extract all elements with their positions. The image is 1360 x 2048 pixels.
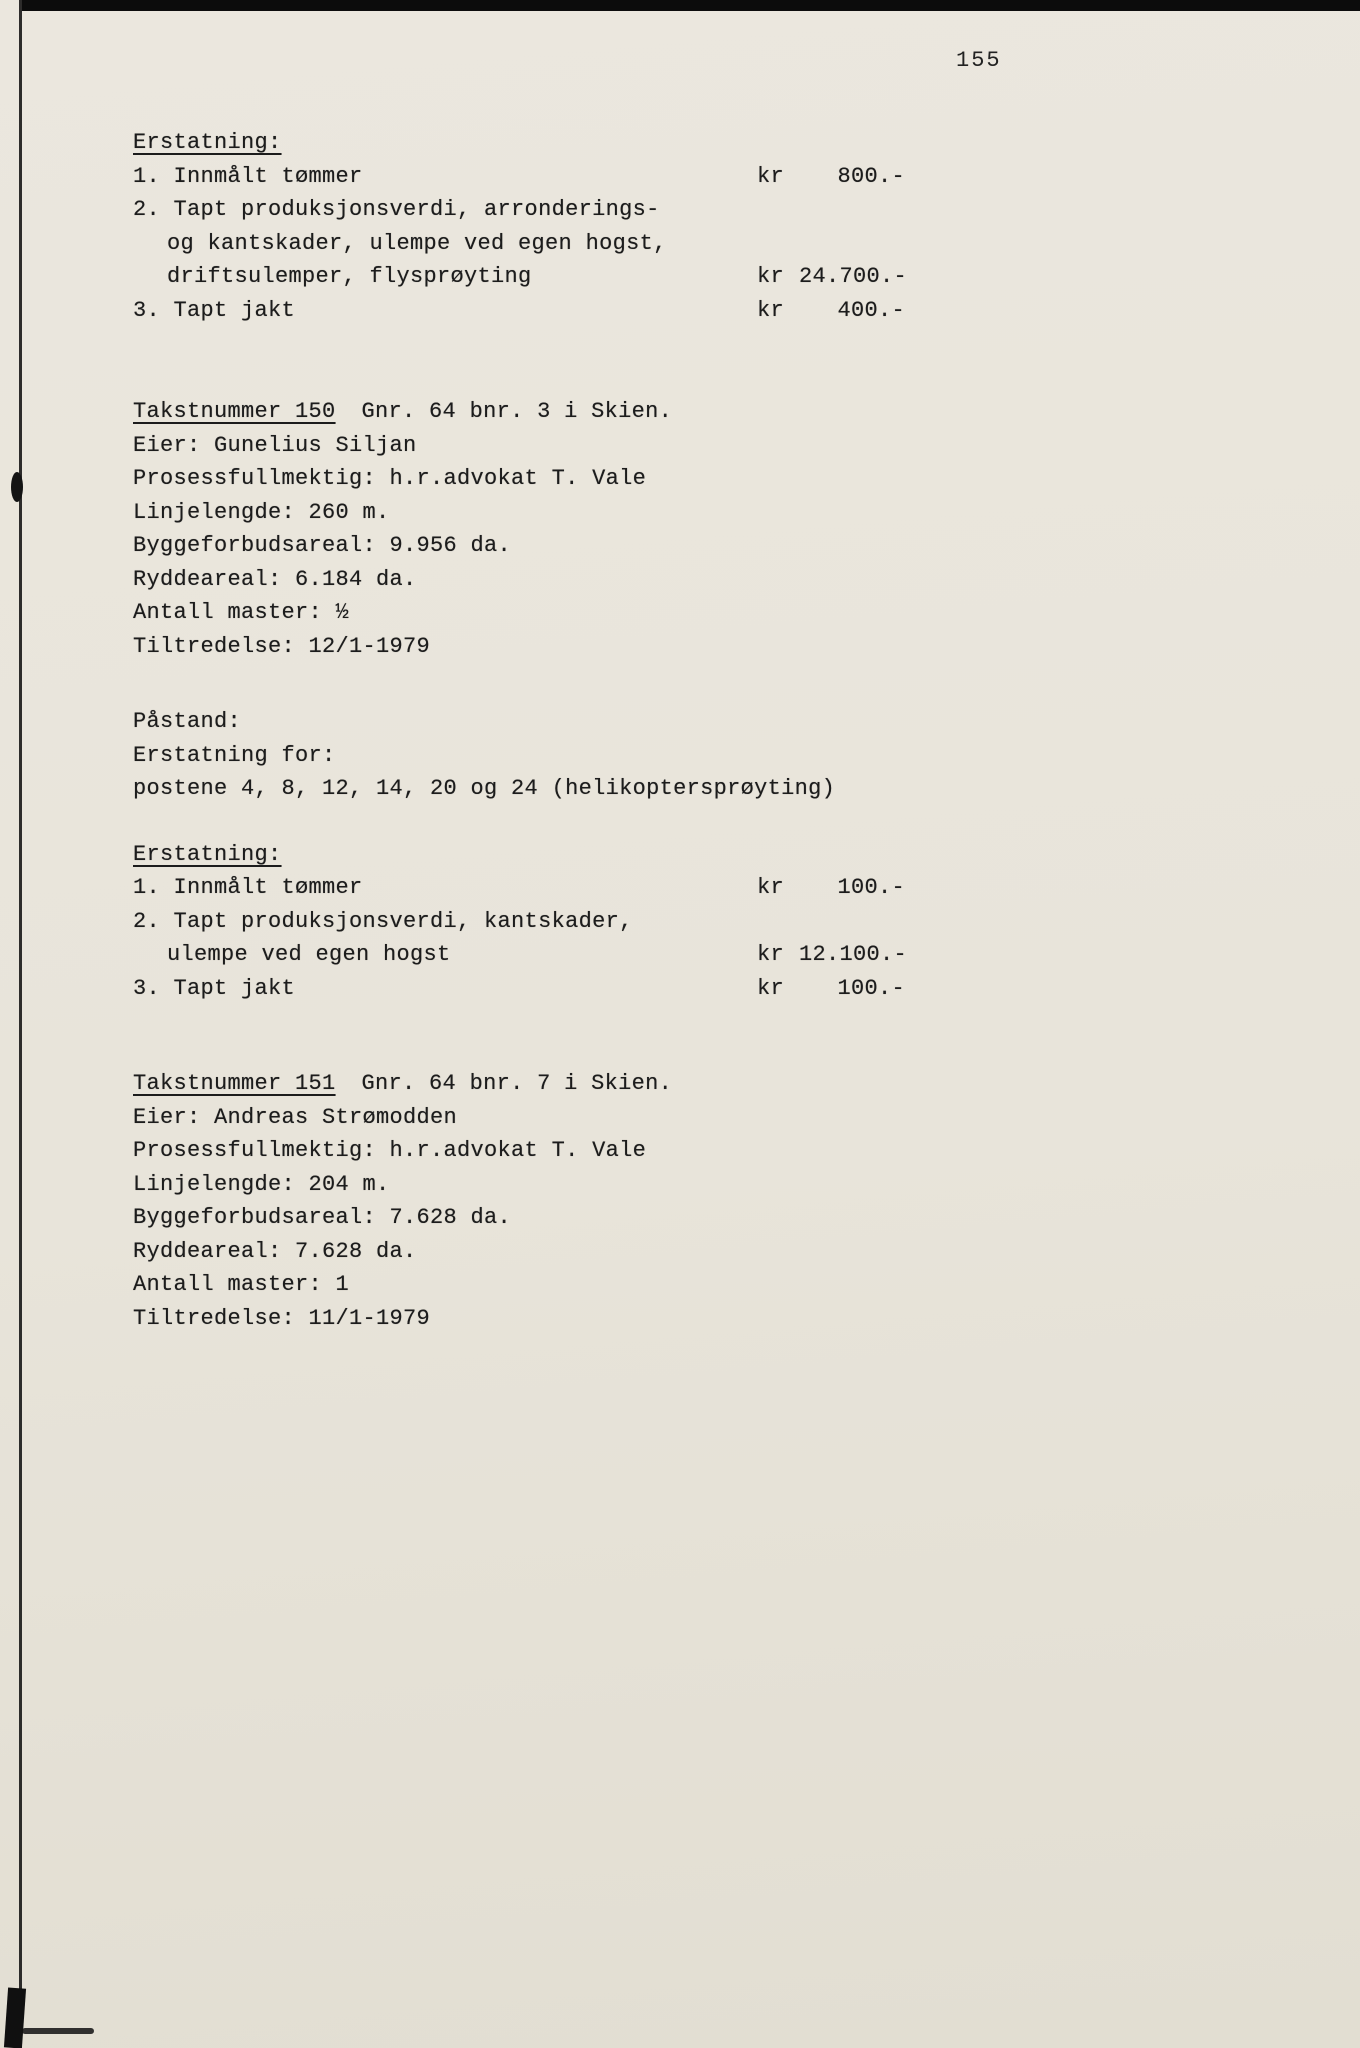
amount-value: 100.- — [837, 875, 905, 900]
detail-text: Eier: Gunelius Siljan — [133, 432, 417, 458]
spacer — [363, 160, 757, 194]
detail-text: Linjelengde: 260 m. — [133, 499, 390, 525]
erstatning1-item2-cont2 — [133, 260, 908, 294]
takst-heading-rest: Gnr. 64 bnr. 3 i Skien. — [361, 399, 673, 424]
detail-text: Ryddeareal: 6.184 da. — [133, 566, 417, 592]
item-text: 1. Innmålt tømmer — [133, 163, 363, 189]
erstatning1-item2 — [133, 193, 905, 227]
page-number: 155 — [956, 48, 1002, 73]
item-text: 1. Innmålt tømmer — [133, 875, 363, 900]
takst-number-heading: Takstnummer 151 — [133, 1071, 336, 1096]
takst150-byggeforbudsareal — [133, 529, 905, 563]
section-heading: Erstatning: — [133, 130, 282, 155]
spacer — [295, 294, 757, 328]
scan-artifact-top-bar — [22, 0, 1360, 11]
takst151-antall-master — [133, 1268, 905, 1302]
takst150-ryddeareal — [133, 563, 905, 597]
takst151-heading-line — [133, 1067, 905, 1101]
currency-label: kr — [757, 975, 785, 1001]
amount-value: 100.- — [837, 975, 905, 1001]
amount-value: 12.100.- — [799, 942, 908, 967]
erstatning1-item2-cont1 — [133, 227, 905, 261]
section-heading: Erstatning: — [133, 841, 282, 867]
erstatning1-item3 — [133, 294, 905, 328]
item-text: 3. Tapt jakt — [133, 975, 296, 1001]
takst150-tiltredelse — [133, 630, 905, 664]
pastand-heading-line — [133, 705, 905, 739]
detail-text: Tiltredelse: 11/1-1979 — [133, 1305, 431, 1331]
item-text: driftsulemper, flysprøyting — [167, 264, 532, 289]
detail-text: Tiltredelse: 12/1-1979 — [133, 633, 431, 659]
scan-artifact-blob — [11, 472, 23, 502]
pastand-line2 — [133, 772, 905, 806]
detail-text: Byggeforbudsareal: 9.956 da. — [133, 533, 512, 558]
takst150-linjelengde — [133, 496, 905, 530]
takst-heading-rest: Gnr. 64 bnr. 7 i Skien. — [361, 1071, 673, 1096]
takst151-eier — [133, 1101, 905, 1135]
spacer — [295, 972, 757, 1006]
item-text: ulempe ved egen hogst — [167, 942, 451, 967]
currency-label: kr — [757, 163, 785, 189]
amount-value: 24.700.- — [799, 264, 908, 289]
item-text: 2. Tapt produksjonsverdi, kantskader, — [133, 908, 633, 934]
currency-label: kr — [757, 297, 785, 323]
item-text: og kantskader, ulempe ved egen hogst, — [167, 230, 667, 256]
erstatning1-item1 — [133, 160, 905, 194]
scan-artifact-bottom-mark — [22, 2028, 94, 2034]
takst151-tiltredelse — [133, 1302, 905, 1336]
spacer — [532, 260, 757, 294]
takst151-ryddeareal — [133, 1235, 905, 1269]
amount-value: 800.- — [837, 163, 905, 189]
takst150-prosessfullmektig — [133, 462, 905, 496]
detail-text: Antall master: 1 — [133, 1272, 350, 1297]
document-content — [133, 126, 908, 1335]
detail-text: Linjelengde: 204 m. — [133, 1171, 390, 1197]
item-text: 2. Tapt produksjonsverdi, arronderings- — [133, 197, 660, 222]
currency-label: kr — [757, 264, 785, 289]
erstatning2-item1 — [133, 871, 905, 905]
takst151-linjelengde — [133, 1168, 905, 1202]
erstatning2-heading-line — [133, 838, 905, 872]
currency-label: kr — [757, 942, 785, 967]
amount-value: 400.- — [837, 297, 905, 323]
detail-text: Eier: Andreas Strømodden — [133, 1104, 458, 1130]
detail-text: Antall master: ½ — [133, 600, 350, 625]
takst150-heading-line — [133, 395, 905, 429]
detail-text: Byggeforbudsareal: 7.628 da. — [133, 1205, 512, 1230]
spacer — [451, 938, 757, 972]
takst150-eier — [133, 429, 905, 463]
erstatning2-item3 — [133, 972, 905, 1006]
detail-text: Ryddeareal: 7.628 da. — [133, 1238, 417, 1264]
detail-text: Prosessfullmektig: h.r.advokat T. Vale — [133, 466, 647, 491]
pastand-line1 — [133, 739, 905, 773]
erstatning1-heading-line — [133, 126, 905, 160]
takst151-byggeforbudsareal — [133, 1201, 905, 1235]
scan-artifact-left-edge — [19, 0, 22, 2048]
detail-text: Erstatning for: — [133, 742, 336, 768]
takst-number-heading: Takstnummer 150 — [133, 399, 336, 424]
takst150-antall-master — [133, 596, 905, 630]
detail-text: postene 4, 8, 12, 14, 20 og 24 (helikoptersprøyting) — [133, 776, 836, 801]
spacer — [363, 871, 757, 905]
currency-label: kr — [757, 875, 785, 900]
erstatning2-item2 — [133, 905, 905, 939]
item-text: 3. Tapt jakt — [133, 297, 296, 323]
takst151-prosessfullmektig — [133, 1134, 905, 1168]
detail-text: Prosessfullmektig: h.r.advokat T. Vale — [133, 1138, 647, 1163]
scan-artifact-bottom-corner — [4, 1987, 26, 2048]
erstatning2-item2-cont — [133, 938, 908, 972]
section-heading: Påstand: — [133, 709, 242, 734]
